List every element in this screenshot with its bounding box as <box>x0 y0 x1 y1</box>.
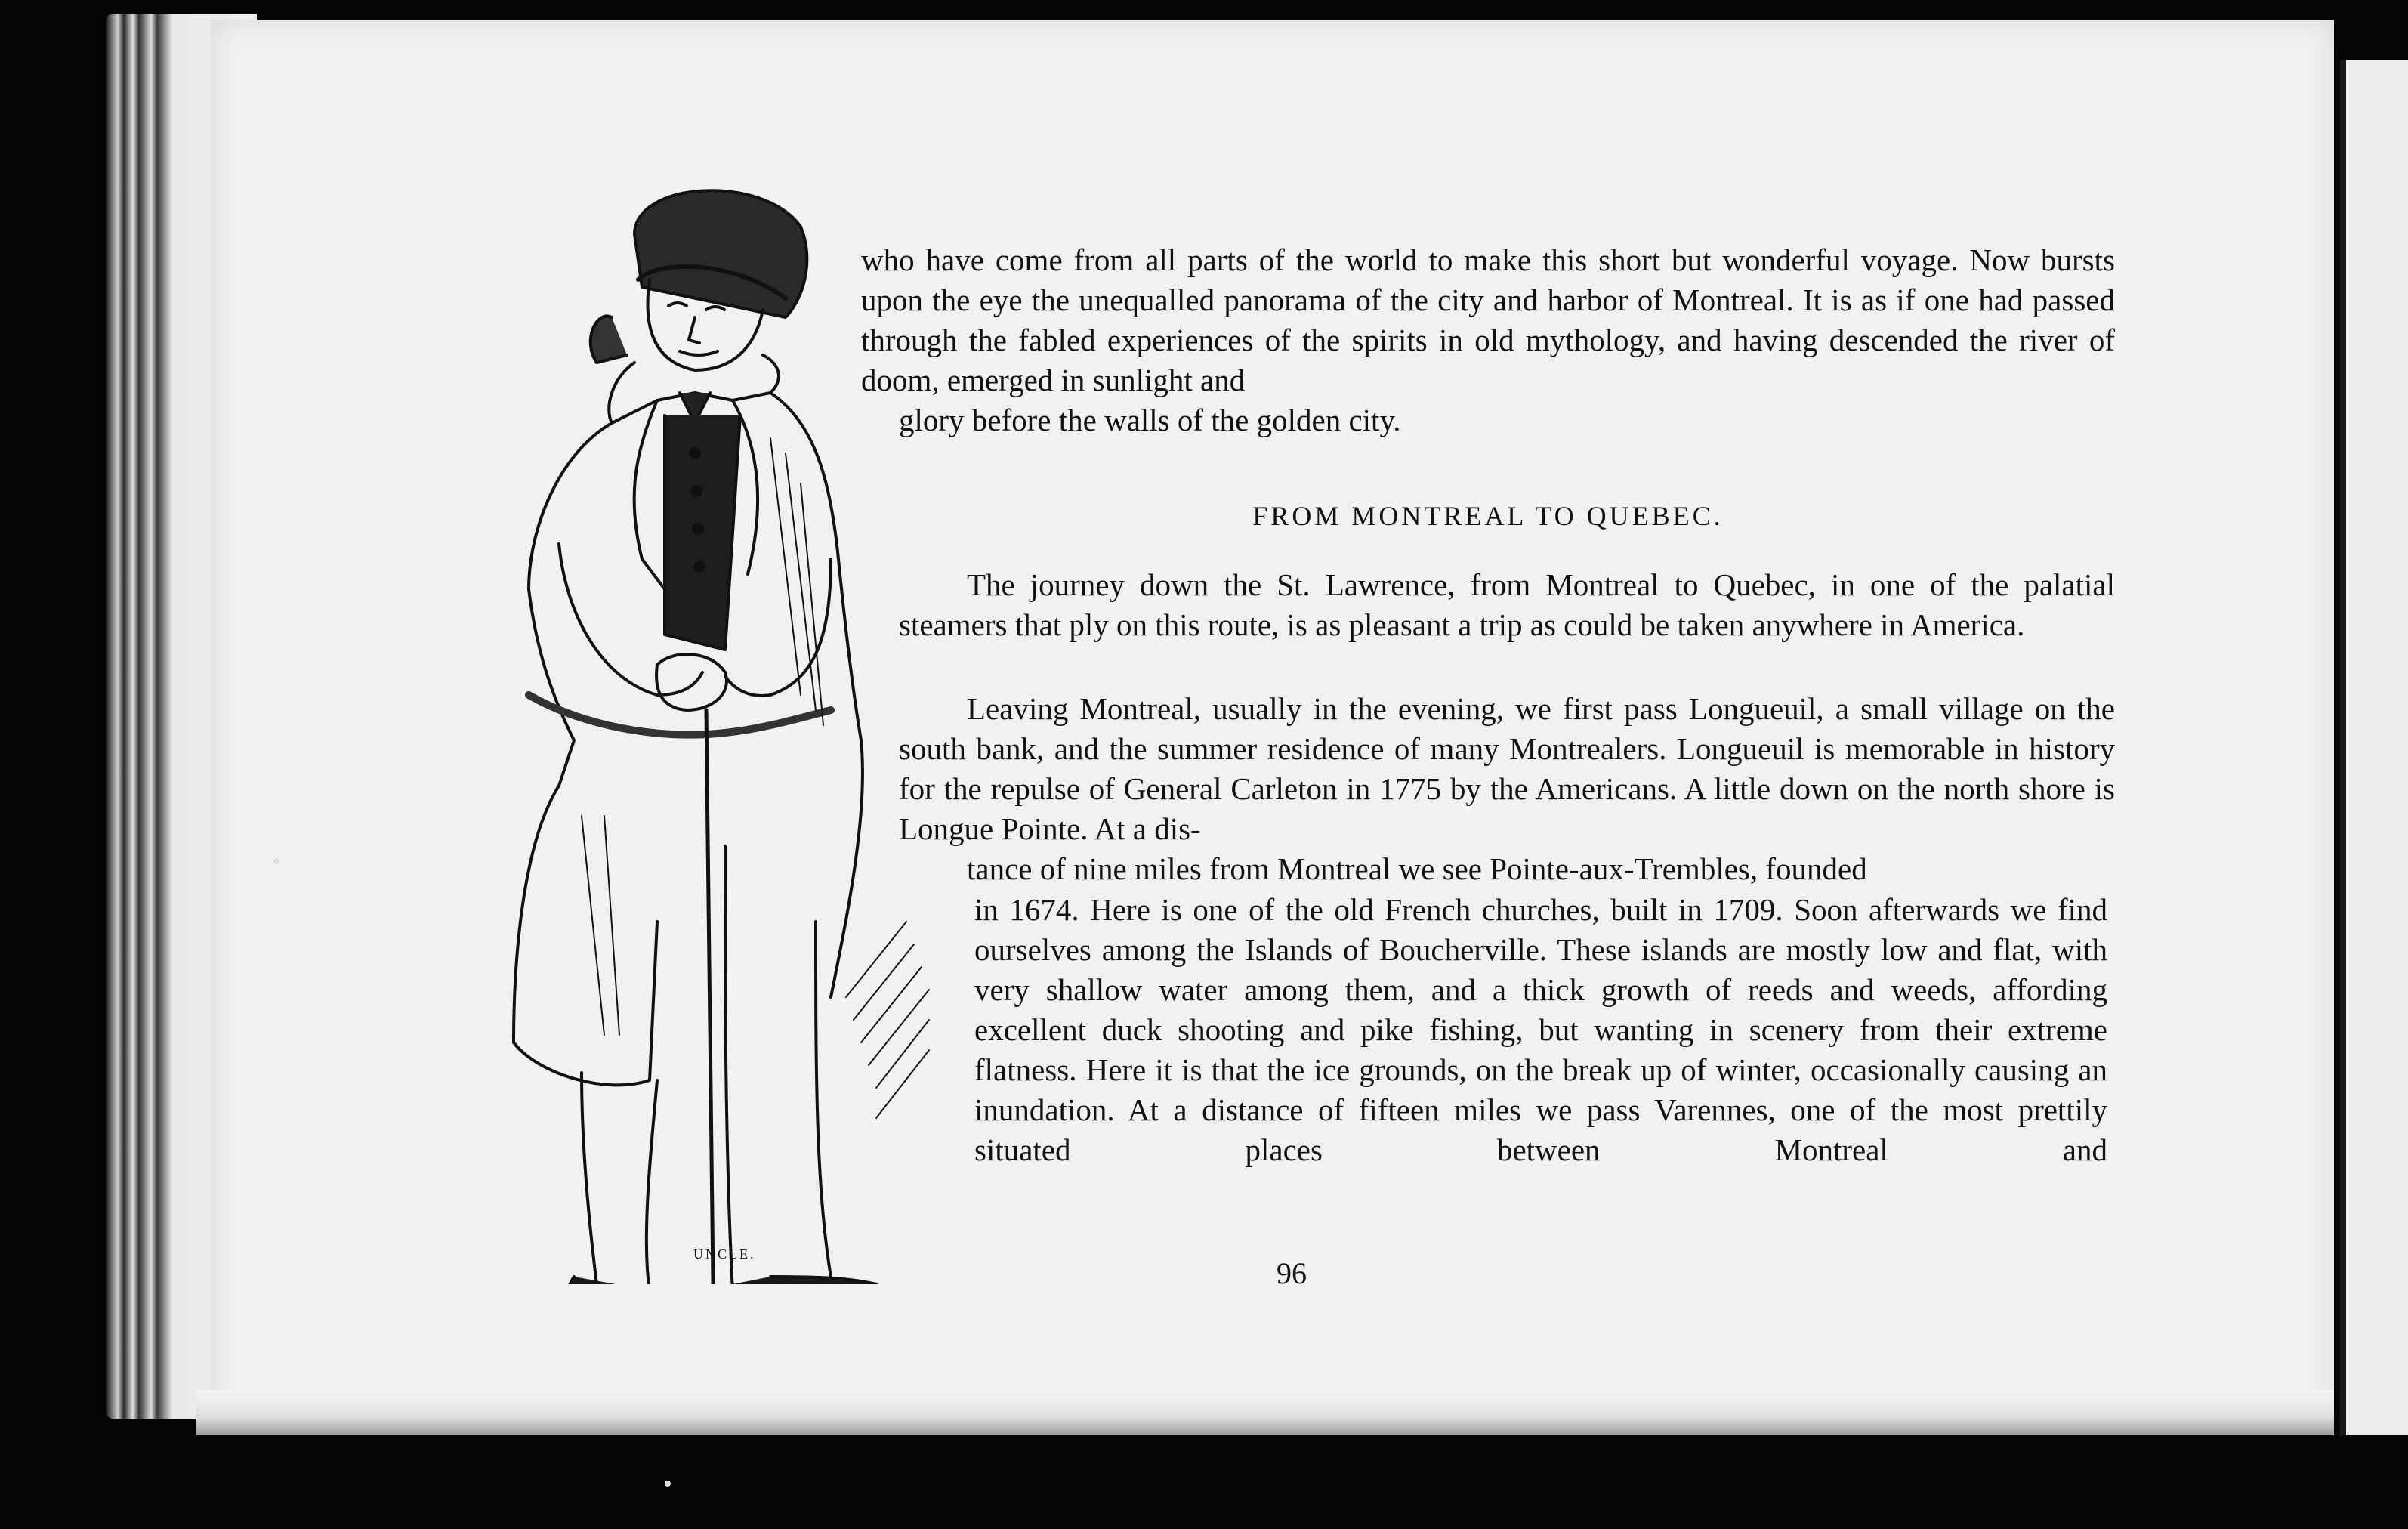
page-number: 96 <box>1277 1256 1307 1290</box>
paragraph-leaving-montreal-cont-b: in 1674. Here is one of the old French churches, built in 1709. Soon afterwards we find ourselves among the Islands of Boucherville. These islands are mostly low and flat, with very shallow water among them, and a thick growth of reeds and weeds, affording excellent duck shooting and pike fishing, but wanting in scenery from their extreme flatness. Here it is that the ice grounds, on the break up of winter, occasionally causing an inundation. At a distance of fifteen miles we pass Varennes, one of the most prettily situated places between Montreal and <box>974 892 2107 1167</box>
illustration-uncle-drawing <box>408 166 937 1284</box>
facing-page-edge <box>2340 60 2408 1435</box>
continued-paragraph-tail: glory before the walls of the golden city. <box>899 403 1401 437</box>
page-bottom-edge <box>196 1390 2334 1435</box>
ink-speck <box>665 1481 671 1487</box>
section-heading: FROM MONTREAL TO QUEBEC. <box>1252 501 1724 531</box>
paragraph-journey: The journey down the St. Lawrence, from Montreal to Quebec, in one of the palatial steamers that ply on this route, is as pleasant a trip as could be taken anywhere in America. <box>899 567 2115 642</box>
paragraph-leaving-montreal-cont-a: tance of nine miles from Montreal we see Pointe-aux-Trembles, founded <box>967 851 1867 886</box>
illustration-uncle <box>408 166 937 1284</box>
ink-speck <box>273 858 279 864</box>
continued-paragraph <box>861 240 2115 440</box>
continued-paragraph-text: who have come from all parts of the world to make this short but wonderful voyage. Now bursts upon the eye the unequalled panorama of the city and harbor of Montreal. It is as if one had passed through the fabled experiences of the spirits in old mythology, and having descended the river of doom, emerged in sunlight and <box>861 242 2115 397</box>
paragraph-leaving-montreal: Leaving Montreal, usually in the evening, we first pass Longueuil, a small village on the south bank, and the summer residence of many Montrealers. Longueuil is memorable in history for the repulse of General Carleton in 1775 by the Americans. A little down on the north shore is Longue Pointe. At a dis- <box>899 691 2115 846</box>
illustration-caption: UNCLE. <box>693 1246 756 1262</box>
